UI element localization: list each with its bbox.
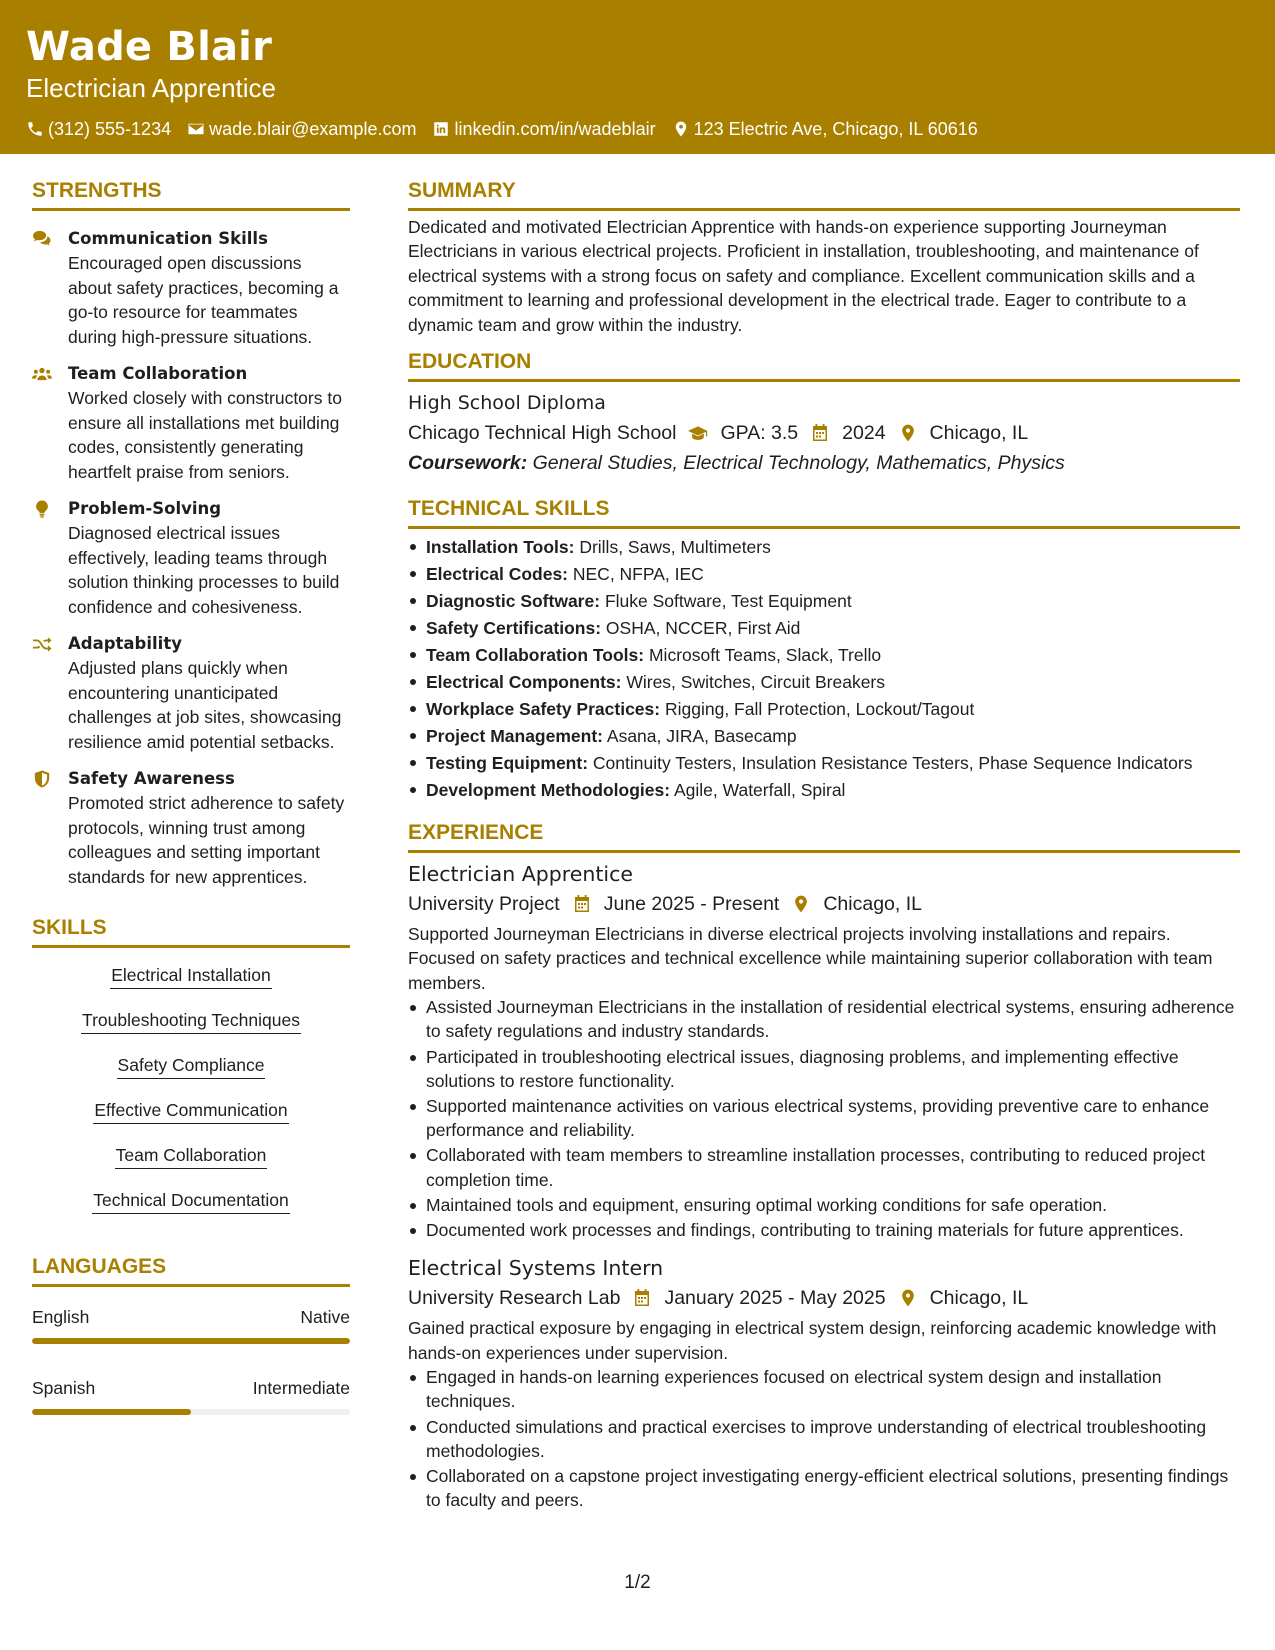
list-item: Maintained tools and equipment, ensuring optimal working conditions for safe operation. [408,1193,1240,1218]
education-degree: High School Diploma [408,392,606,415]
email-text: wade.blair@example.com [209,119,417,139]
education-school: Chicago Technical High School [408,422,677,445]
list-item: Collaborated on a capstone project investigating energy-efficient electrical solutions, presenting findings to faculty and peers. [408,1464,1240,1513]
strengths-title: STRENGTHS [32,176,350,211]
strength-desc: Adjusted plans quickly when encountering unanticipated challenges at job sites, showcasing resilience amid potential setbacks. [68,658,342,752]
tech-label: Diagnostic Software: [426,591,601,612]
language-bar [32,1409,350,1415]
job-bullets [408,995,1240,1243]
tech-value: NEC, NFPA, IEC [572,564,704,585]
users-icon [32,365,52,383]
skill-chip: Safety Compliance [117,1052,266,1079]
phone-icon [26,120,44,138]
language-level: Native [300,1307,350,1327]
phone-text: (312) 555-1234 [48,119,172,139]
list-item [408,723,1240,750]
map-pin-icon [898,423,918,443]
experience-title: EXPERIENCE [408,818,1240,853]
list-item: Documented work processes and findings, contributing to training materials for future apprentices. [408,1218,1240,1243]
candidate-name: Wade Blair [26,24,273,70]
tech-label: Electrical Codes: [426,564,568,585]
list-item [408,615,1240,642]
lightbulb-icon [32,500,52,518]
strength-item [32,227,350,349]
language-bar-fill [32,1338,350,1344]
calendar-icon [572,894,592,914]
tech-value: Microsoft Teams, Slack, Trello [648,645,882,666]
calendar-icon [632,1288,652,1308]
strength-title: Communication Skills [68,229,268,248]
job-title: Electrician Apprentice [408,862,633,887]
strength-desc: Encouraged open discussions about safety practices, becoming a go-to resource for teammates during high-pressure situations. [68,253,339,347]
education-gpa: GPA: 3.5 [720,422,799,445]
right-column [408,176,1240,1513]
tech-value: Drills, Saws, Multimeters [579,537,771,558]
tech-value: Rigging, Fall Protection, Lockout/Tagout [664,699,975,720]
tech-label: Workplace Safety Practices: [426,699,661,720]
list-item [408,669,1240,696]
job-meta [408,889,1240,919]
tech-value: Asana, JIRA, Basecamp [606,726,797,747]
skills-list [32,948,350,1232]
education-location: Chicago, IL [929,422,1029,445]
coursework-label: Coursework: [408,452,528,475]
shield-icon [32,770,52,788]
linkedin-icon [432,120,450,138]
strength-item [32,767,350,889]
strength-desc: Promoted strict adherence to safety protocols, winning trust among colleagues and setting important standards for new apprentices. [68,793,345,887]
language-bar [32,1338,350,1344]
list-item [408,750,1240,777]
list-item: Assisted Journeyman Electricians in the installation of residential electrical systems, ensuring adherence to safety regulations and industry standards. [408,995,1240,1044]
skill-chip: Team Collaboration [115,1142,268,1169]
list-item: Conducted simulations and practical exercises to improve understanding of electrical troubleshooting methodologies. [408,1415,1240,1464]
strength-title: Safety Awareness [68,769,235,788]
calendar-icon [810,423,830,443]
strength-item [32,497,350,619]
map-pin-icon [672,120,690,138]
job-dates: January 2025 - May 2025 [664,1287,886,1310]
job-entry [408,1253,1240,1513]
language-bar-fill [32,1409,191,1415]
strength-title: Adaptability [68,634,182,653]
tech-label: Installation Tools: [426,537,575,558]
job-dates: June 2025 - Present [603,893,780,916]
tech-value: OSHA, NCCER, First Aid [605,618,801,639]
job-location: Chicago, IL [823,893,922,916]
job-entry [408,859,1240,1243]
language-level: Intermediate [252,1378,350,1398]
tech-label: Safety Certifications: [426,618,602,639]
skill-chip: Technical Documentation [92,1187,290,1214]
strength-desc: Diagnosed electrical issues effectively, leading teams through solution thinking processes to build confidence and cohesiveness. [68,523,340,617]
linkedin-text: linkedin.com/in/wadeblair [454,119,656,139]
job-location: Chicago, IL [929,1287,1029,1310]
resume-header [0,0,1275,154]
technical-skills-title: TECHNICAL SKILLS [408,494,1240,529]
job-org: University Research Lab [408,1287,621,1310]
list-item [408,696,1240,723]
strengths-list [32,227,350,889]
tech-value: Wires, Switches, Circuit Breakers [626,672,886,693]
contact-bar [26,117,1249,141]
skill-chip: Electrical Installation [110,962,272,989]
contact-address [672,117,978,141]
comments-icon [32,230,52,248]
tech-label: Testing Equipment: [426,753,589,774]
education-coursework [408,448,1240,478]
list-item [408,777,1240,804]
tech-label: Development Methodologies: [426,780,671,801]
list-item: Supported maintenance activities on various electrical systems, providing preventive care to enhance performance and reliability. [408,1094,1240,1143]
list-item: Participated in troubleshooting electrical issues, diagnosing problems, and implementing effective solutions to restore functionality. [408,1045,1240,1094]
list-item: Collaborated with team members to streamline installation processes, contributing to reduced project completion time. [408,1143,1240,1192]
tech-value: Fluke Software, Test Equipment [604,591,852,612]
list-item: Engaged in hands-on learning experiences focused on electrical system design and installation techniques. [408,1365,1240,1414]
address-text: 123 Electric Ave, Chicago, IL 60616 [693,119,978,139]
coursework-text: General Studies, Electrical Technology, Mathematics, Physics [532,452,1065,475]
graduation-cap-icon [688,423,708,443]
job-meta [408,1283,1240,1313]
summary-text: Dedicated and motivated Electrician Apprentice with hands-on experience supporting Journeyman Electricians in various electrical projects. Proficient in installation, troubleshooting, and maintenance of electrical systems with a strong focus on safety and compliance. Excellent communication skills and a commitment to learning and professional development in the electrical trade. Eager to contribute to a dynamic team and grow within the industry. [408,217,1199,335]
languages-title: LANGUAGES [32,1252,350,1287]
job-description: Supported Journeyman Electricians in diverse electrical projects involving installations and repairs. Focused on safety practices and technical excellence while maintaining superior collaboration with team members. [408,924,1213,993]
map-pin-icon [898,1288,918,1308]
job-title: Electrical Systems Intern [408,1256,664,1281]
language-name: English [32,1307,90,1327]
contact-phone[interactable] [26,117,171,141]
list-item [408,561,1240,588]
tech-value: Agile, Waterfall, Spiral [673,780,846,801]
strength-desc: Worked closely with constructors to ensure all installations met building codes, consistently generating heartfelt praise from seniors. [68,388,342,482]
left-column [32,176,350,1415]
skill-chip: Troubleshooting Techniques [81,1007,301,1034]
strength-title: Team Collaboration [68,364,248,383]
education-meta [408,418,1240,448]
list-item [408,588,1240,615]
page-number: 1/2 [624,1572,651,1593]
tech-label: Project Management: [426,726,603,747]
summary-title: SUMMARY [408,176,1240,211]
job-org: University Project [408,893,560,916]
job-description: Gained practical exposure by engaging in electrical system design, reinforcing academic knowledge with hands-on experiences under supervision. [408,1318,1217,1363]
tech-value: Continuity Testers, Insulation Resistance Testers, Phase Sequence Indicators [592,753,1193,774]
language-item [32,1305,350,1344]
language-item [32,1376,350,1415]
shuffle-icon [32,635,52,653]
language-name: Spanish [32,1378,96,1398]
education-year: 2024 [842,422,886,445]
education-title: EDUCATION [408,347,1240,382]
job-bullets [408,1365,1240,1513]
map-pin-icon [791,894,811,914]
list-item [408,642,1240,669]
skill-chip: Effective Communication [93,1097,288,1124]
skills-title: SKILLS [32,913,350,948]
tech-label: Team Collaboration Tools: [426,645,645,666]
candidate-role: Electrician Apprentice [26,73,277,103]
strength-item [32,632,350,754]
contact-linkedin[interactable] [432,117,655,141]
tech-label: Electrical Components: [426,672,622,693]
list-item [408,534,1240,561]
envelope-icon [187,120,205,138]
contact-email[interactable] [187,117,416,141]
strength-title: Problem-Solving [68,499,222,518]
strength-item [32,362,350,484]
technical-skills-list [408,534,1240,804]
